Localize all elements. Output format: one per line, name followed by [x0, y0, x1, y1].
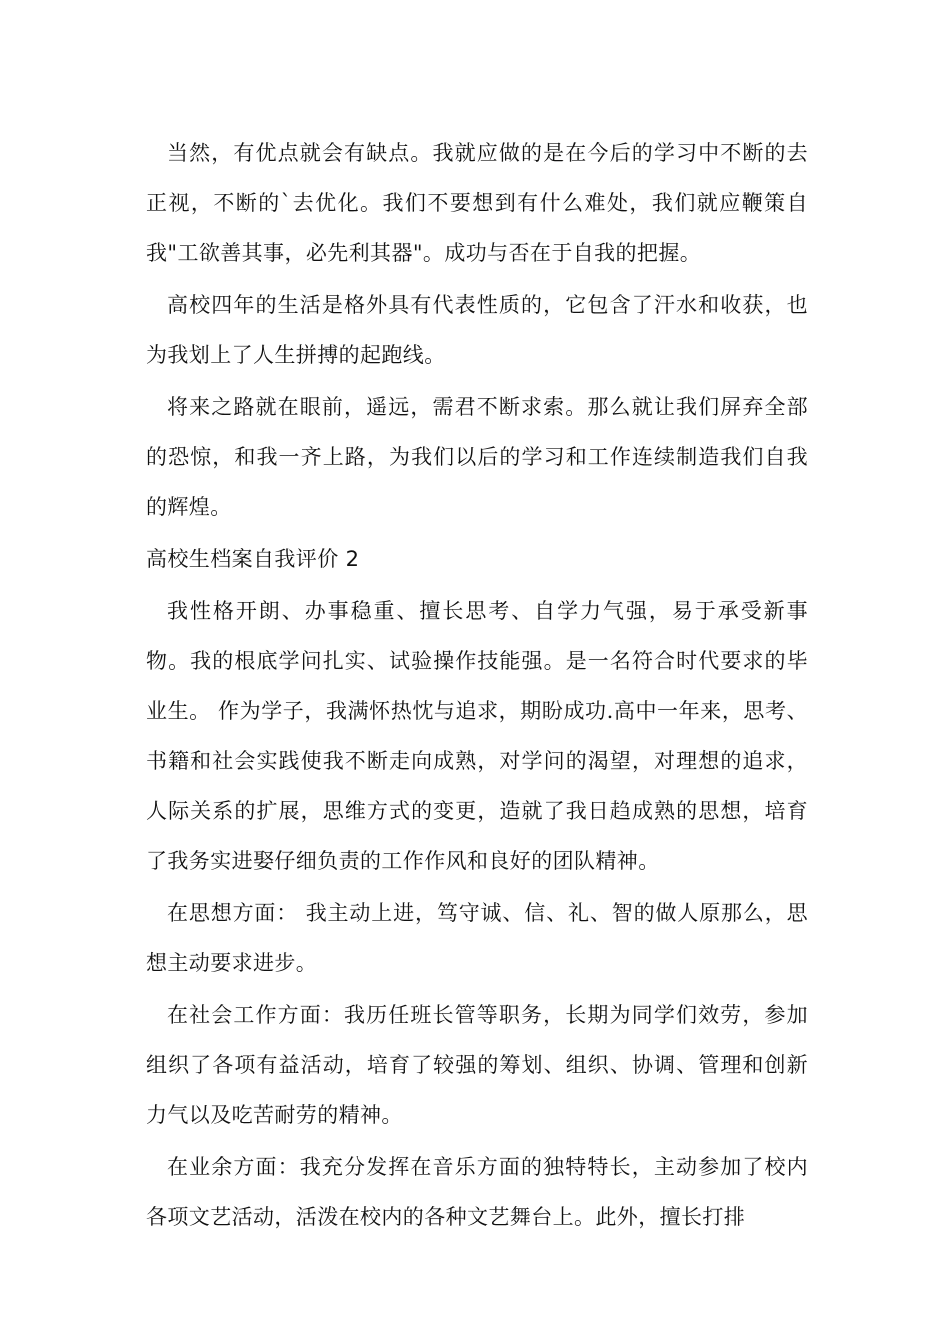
document-body: [146, 128, 808, 1244]
paragraph: 高校四年的生活是格外具有代表性质的，它包含了汗水和收获，也为我划上了人生拼搏的起跑线。: [146, 293, 808, 367]
paragraph: 我性格开朗、办事稳重、擅长思考、自学力气强，易于承受新事物。我的根底学问扎实、试验操作技能强。是一名符合时代要求的毕业生。 作为学子，我满怀热忱与追求，期盼成功.高中一年来，思考、书籍和社会实践使我不断走向成熟，对学问的渴望，对理想的追求，人际关系的扩展，思维方式的变更，造就了我日趋成熟的思想，培育了我务实进娶仔细负责的工作作风和良好的团队精神。: [146, 599, 808, 873]
paragraph: 将来之路就在眼前，遥远，需君不断求索。那么就让我们屏弃全部的恐惊，和我一齐上路，为我们以后的学习和工作连续制造我们自我的辉煌。: [146, 395, 808, 519]
paragraph: 在业余方面：我充分发挥在音乐方面的独特特长，主动参加了校内各项文艺活动，活泼在校内的各种文艺舞台上。此外，擅长打排: [146, 1155, 808, 1229]
section-title: 高校生档案自我评价 2: [146, 547, 360, 571]
paragraph: 在社会工作方面：我历任班长管等职务，长期为同学们效劳，参加组织了各项有益活动，培育了较强的筹划、组织、协调、管理和创新力气以及吃苦耐劳的精神。: [146, 1003, 808, 1127]
paragraph: 在思想方面： 我主动上进，笃守诚、信、礼、智的做人原那么，思想主动要求进步。: [146, 901, 808, 975]
paragraph: 当然，有优点就会有缺点。我就应做的是在今后的学习中不断的去正视，不断的`去优化。我们不要想到有什么难处，我们就应鞭策自我"工欲善其事，必先利其器"。成功与否在于自我的把握。: [146, 141, 808, 265]
